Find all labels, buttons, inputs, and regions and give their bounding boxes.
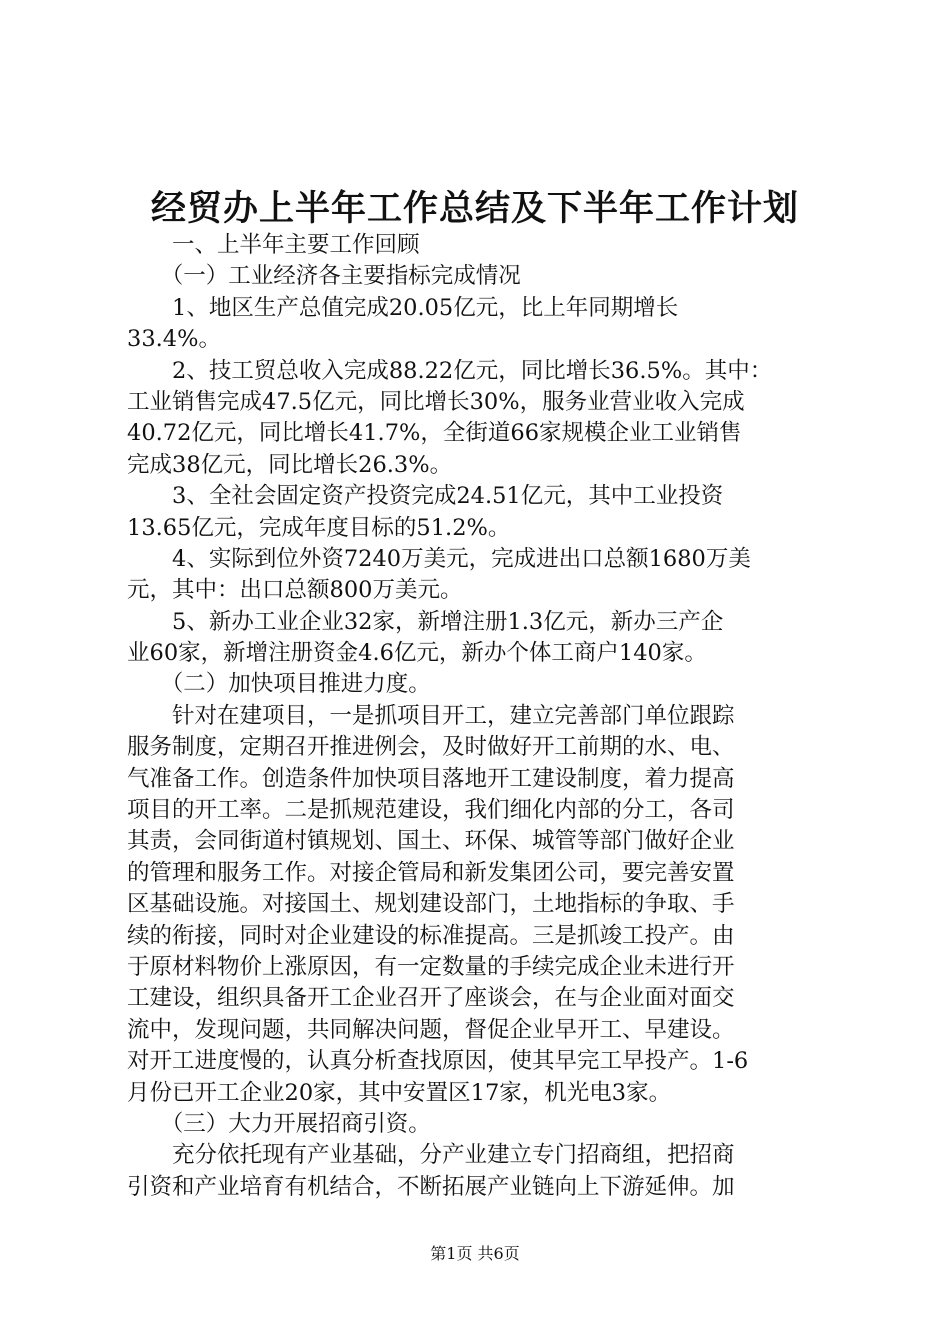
body-text-line: 引资和产业培育有机结合，不断拓展产业链向上下游延伸。加 xyxy=(127,1173,735,1200)
body-text-line: 气准备工作。创造条件加快项目落地开工建设制度，着力提高 xyxy=(127,765,735,792)
body-text-line: 3、全社会固定资产投资完成24.51亿元，其中工业投资 xyxy=(127,483,724,510)
body-text-line: 流中，发现问题，共同解决问题，督促企业早开工、早建设。 xyxy=(127,1016,735,1043)
body-text-line: 5、新办工业企业32家，新增注册1.3亿元，新办三产企 xyxy=(127,608,724,635)
body-text-line: 服务制度，定期召开推进例会，及时做好开工前期的水、电、 xyxy=(127,734,735,761)
body-text-line: 完成38亿元，同比增长26.3%。 xyxy=(127,451,453,478)
body-text-line: 月份已开工企业20家，其中安置区17家，机光电3家。 xyxy=(127,1079,672,1106)
body-text-line: 针对在建项目，一是抓项目开工，建立完善部门单位跟踪 xyxy=(127,702,735,729)
body-text-line: 2、技工贸总收入完成88.22亿元，同比增长36.5%。其中： xyxy=(127,357,773,384)
body-text-line: 对开工进度慢的，认真分析查找原因，使其早完工早投产。1-6 xyxy=(127,1048,749,1075)
document-title: 经贸办上半年工作总结及下半年工作计划 xyxy=(150,188,799,229)
body-text-line: 元，其中：出口总额800万美元。 xyxy=(127,577,463,604)
document-body xyxy=(127,230,832,1203)
body-text-line: 1、地区生产总值完成20.05亿元，比上年同期增长 xyxy=(127,294,679,321)
body-text-line: 工建设，组织具备开工企业召开了座谈会，在与企业面对面交 xyxy=(127,985,735,1012)
body-text-line: 其责，会同街道村镇规划、国土、环保、城管等部门做好企业 xyxy=(127,828,735,855)
body-text-line: 项目的开工率。二是抓规范建设，我们细化内部的分工，各司 xyxy=(127,797,735,824)
body-text-line: 业60家，新增注册资金4.6亿元，新办个体工商户140家。 xyxy=(127,640,707,667)
body-text-line: 充分依托现有产业基础，分产业建立专门招商组，把招商 xyxy=(127,1142,735,1169)
body-text-line: 于原材料物价上涨原因，有一定数量的手续完成企业未进行开 xyxy=(127,953,735,980)
body-text-line: （三）大力开展招商引资。 xyxy=(127,1110,431,1137)
page-footer: 第1页 共6页 xyxy=(430,1244,520,1263)
body-text-line: 一、上半年主要工作回顾 xyxy=(127,232,420,258)
body-text-line: （二）加快项目推进力度。 xyxy=(127,671,431,698)
body-text-line: 区基础设施。对接国土、规划建设部门，土地指标的争取、手 xyxy=(127,891,735,918)
body-text-line: 4、实际到位外资7240万美元，完成进出口总额1680万美 xyxy=(127,545,751,572)
body-text-line: 工业销售完成47.5亿元，同比增长30%，服务业营业收入完成 xyxy=(127,388,745,415)
body-text-line: （一）工业经济各主要指标完成情况 xyxy=(127,263,521,290)
body-text-line: 40.72亿元，同比增长41.7%，全街道66家规模企业工业销售 xyxy=(127,420,742,447)
body-text-line: 33.4%。 xyxy=(127,326,221,353)
body-text-line: 13.65亿元，完成年度目标的51.2%。 xyxy=(127,514,511,541)
body-text-line: 的管理和服务工作。对接企管局和新发集团公司，要完善安置 xyxy=(127,859,735,886)
body-text-line: 续的衔接，同时对企业建设的标准提高。三是抓竣工投产。由 xyxy=(127,922,735,949)
